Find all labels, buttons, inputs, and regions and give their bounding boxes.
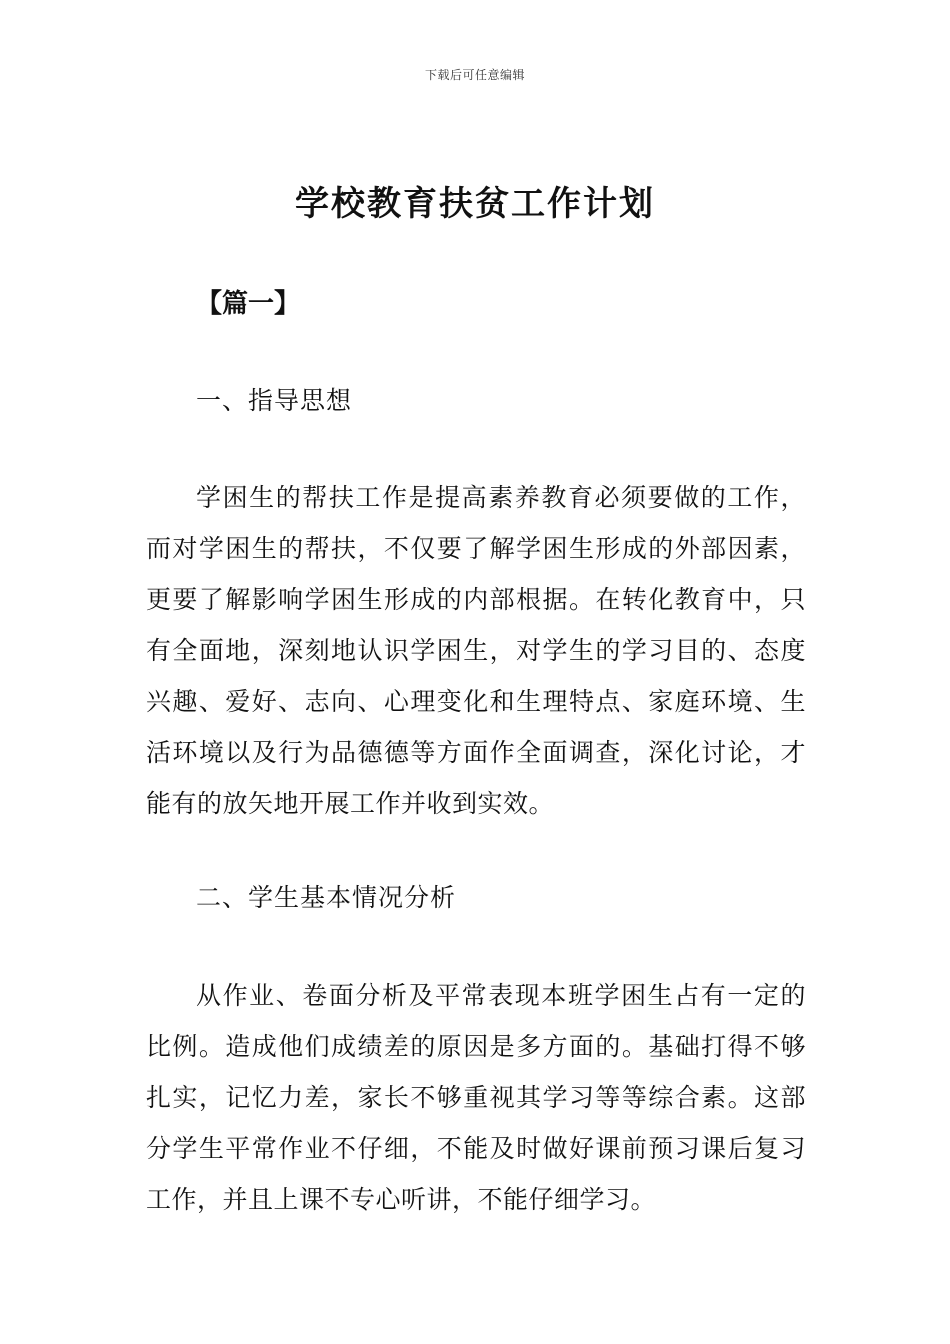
section-paragraph-guiding-ideology: 学困生的帮扶工作是提高素养教育必须要做的工作，而对学困生的帮扶，不仅要了解学困生形成的外部因素，更要了解影响学困生形成的内部根据。在转化教育中，只有全面地，深刻地认识学困生，对学生的学习目的、态度兴趣、爱好、志向、心理变化和生理特点、家庭环境、生活环境以及行为品德德等方面作全面调查，深化讨论，才能有的放矢地开展工作并收到实效。	[146, 483, 806, 818]
part-label: 【篇一】	[196, 289, 301, 319]
section-paragraph-student-analysis: 从作业、卷面分析及平常表现本班学困生占有一定的比例。造成他们成绩差的原因是多方面的。基础打得不够扎实，记忆力差，家长不够重视其学习等等综合素。这部分学生平常作业不仔细，不能及时做好课前预习课后复习工作，并且上课不专心听讲，不能仔细学习。	[146, 981, 806, 1214]
section-heading-guiding-ideology: 一、指导思想	[196, 386, 353, 415]
document-title: 学校教育扶贫工作计划	[295, 184, 655, 224]
section-heading-student-analysis: 二、学生基本情况分析	[196, 883, 457, 912]
header-note: 下载后可任意编辑	[424, 68, 525, 82]
